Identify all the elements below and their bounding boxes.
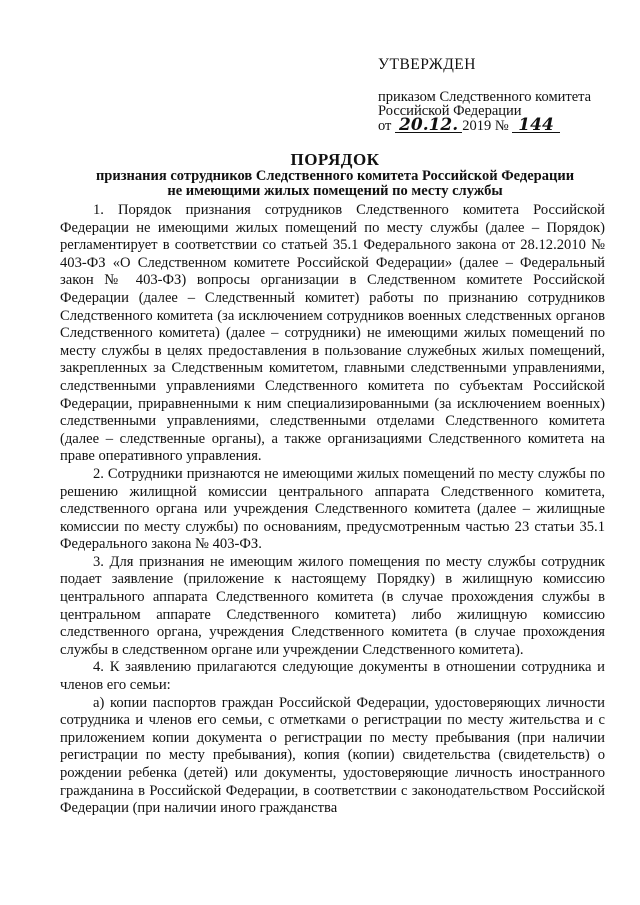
document-title (55, 150, 615, 199)
order-reference (378, 90, 591, 133)
title-line-2: не имеющими жилых помещений по месту службы (167, 183, 503, 199)
paragraph-3: 3. Для признания не имеющим жилого помещения по месту службы сотрудник подает заявление (приложение к настоящему Порядку) в жилищную комиссию центрального аппарата Следственного комитета (в случае прохождения службы в центральном аппарате Следственного комитета) либо жилищную комиссию следственного органа, учреждения Следственного комитета (в случае прохождения службы в следственном органе или учреждении Следственного комитета). (60, 553, 605, 658)
order-line-2: Российской Федерации (378, 103, 522, 119)
document-body (60, 202, 605, 818)
paragraph-1: 1. Порядок признания сотрудников Следственного комитета Российской Федерации не имеющими жилых помещений по месту службы (далее – Порядок) регламентирует в соответствии со статьей 35.1 Федерального закона от 28.12.2010 № 403-ФЗ «О Следственном комитете Российской Федерации» (далее – Федеральный закон № 403-ФЗ) вопросы организации в Следственном комитете Российской Федерации (далее – Следственный комитет) работы по признанию сотрудников Следственного комитета (за исключением сотрудников военных следственных органов Следственного комитета) (далее – сотрудники) не имеющими жилых помещений по месту службы в целях предоставления в пользование служебных жилых помещений, закрепленных за Следственным комитетом, главными следственными управлениями, следственными управлениями Следственного комитета по субъектам Российской Федерации, приравненными к ним специализированными (за исключением военных) следственными управлениями, следственными отделами Следственного комитета (далее – следственные органы), а также организациями Следственного комитета на праве оперативного управления. (60, 202, 605, 465)
date-prefix: от (378, 118, 392, 134)
paragraph-4: 4. К заявлению прилагаются следующие документы в отношении сотрудника и членов его семьи: (60, 659, 605, 694)
title-line-1: признания сотрудников Следственного комитета Российской Федерации (95, 168, 575, 184)
order-line-1: приказом Следственного комитета (378, 89, 592, 105)
paragraph-4a: а) копии паспортов граждан Российской Федерации, удостоверяющих личности сотрудника и членов его семьи, с отметками о регистрации по месту жительства и с приложением копии документа о регистрации по месту пребывания (при наличии регистрации по месту пребывания), копия (копии) свидетельства (свидетельств) о рождении ребенка (детей) или документы, удостоверяющие личность иностранного гражданина в Российской Федерации, в соответствии с законодательством Российской Федерации (при наличии иного гражданства (60, 694, 605, 817)
order-date-number-line (378, 115, 591, 135)
handwritten-date: 20.12. (395, 118, 462, 133)
paragraph-2: 2. Сотрудники признаются не имеющими жилых помещений по месту службы по решению жилищной комиссии центрального аппарата Следственного комитета, следственного органа или учреждения Следственного комитета (далее – жилищные комиссии по месту службы) по основаниям, предусмотренным частью 23 статьи 35.1 Федерального закона № 403-ФЗ. (60, 465, 605, 553)
handwritten-order-number: 144 (512, 118, 560, 133)
approval-stamp-heading: УТВЕРЖДЕН (378, 56, 476, 73)
title-main: ПОРЯДОК (290, 150, 380, 169)
year-and-number-label: 2019 № (462, 118, 509, 134)
